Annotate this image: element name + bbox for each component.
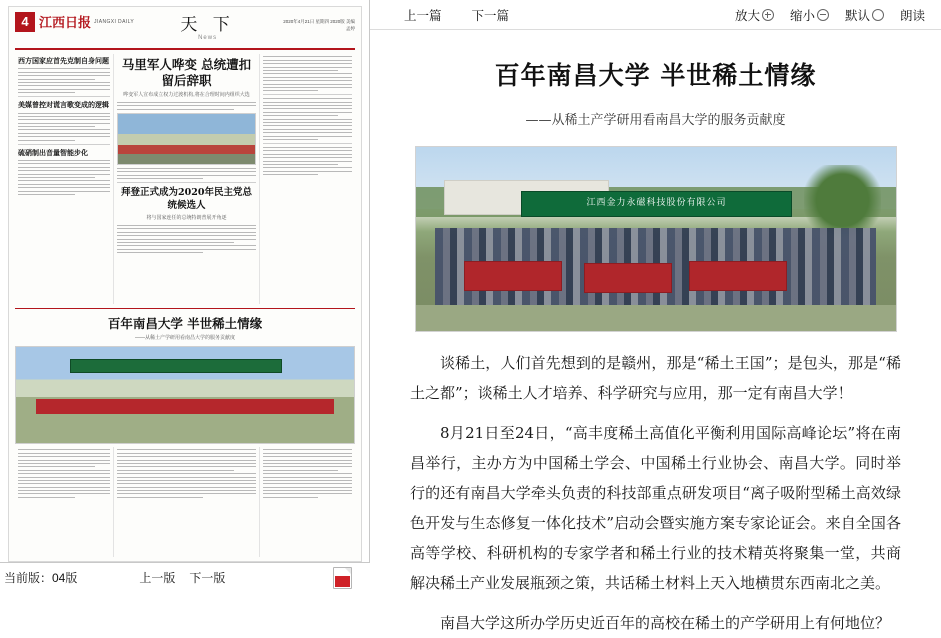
body-lines bbox=[117, 225, 256, 253]
section-title-cn: 天 下 bbox=[180, 15, 235, 35]
prev-article-button[interactable]: 上一篇 bbox=[404, 8, 442, 23]
article-content bbox=[370, 30, 941, 632]
divider bbox=[18, 96, 110, 97]
body-lines bbox=[18, 449, 110, 497]
next-article-button[interactable]: 下一篇 bbox=[471, 8, 510, 23]
photo-red-banner-center bbox=[584, 263, 672, 293]
body-lines bbox=[117, 449, 256, 497]
body-lines bbox=[18, 68, 110, 93]
newspaper-dateline: 2020年4月21日 星期四 2020版 美编 孟婷 bbox=[283, 19, 355, 31]
default-zoom-label: 默认 bbox=[844, 8, 870, 23]
body-lines bbox=[117, 168, 256, 179]
article-photo bbox=[415, 146, 897, 332]
headline-a1[interactable]: 西方国家应首先克制自身问题 bbox=[18, 56, 109, 65]
newspaper-masthead bbox=[15, 12, 355, 50]
newspaper-page-content bbox=[15, 12, 355, 556]
body-lines bbox=[263, 56, 352, 91]
next-page-button[interactable]: 下一版 bbox=[189, 571, 226, 585]
newspaper-logo-cn: 江西日报 bbox=[39, 16, 92, 31]
photo-ground bbox=[416, 305, 896, 331]
zoom-in-label: 放大 bbox=[734, 8, 760, 23]
newspaper-footer-bar bbox=[0, 562, 370, 592]
photo-red-banner-right bbox=[689, 261, 787, 291]
divider bbox=[263, 143, 352, 144]
newspaper-page[interactable] bbox=[8, 6, 362, 562]
article-body bbox=[410, 348, 901, 638]
body-lines bbox=[18, 113, 110, 141]
headline-b1[interactable]: 马里军人哗变 总统遭扣留后辞职 bbox=[121, 57, 252, 88]
circle-icon bbox=[872, 9, 884, 21]
feature-photo bbox=[15, 346, 355, 444]
section-title-en: News bbox=[198, 35, 218, 41]
pdf-icon[interactable] bbox=[333, 567, 352, 589]
headline-b2-subtitle: 将与国家连任的总统特朗普展开角逐 bbox=[146, 214, 227, 221]
newspaper-preview-pane bbox=[0, 0, 370, 592]
newspaper-logo-en: JIANGXI DAILY bbox=[94, 18, 135, 25]
photo-company-sign: 江西金力永磁科技股份有限公司 bbox=[521, 191, 792, 217]
feature-subtitle: ——从稀土产学研用看南昌大学的服务贡献度 bbox=[134, 335, 235, 341]
plus-circle-icon bbox=[762, 9, 774, 21]
headline-b1-subtitle: 哗变军人宣布成立权力过渡机构,将在合理时间内组织大选 bbox=[123, 92, 250, 98]
zoom-in-button[interactable] bbox=[735, 6, 774, 24]
newspaper-feature-article[interactable] bbox=[15, 308, 355, 557]
newspaper-section bbox=[134, 10, 281, 41]
feature-column-1 bbox=[15, 447, 113, 557]
newspaper-logo bbox=[39, 12, 134, 31]
newspaper-column-left bbox=[15, 54, 113, 304]
body-lines bbox=[263, 449, 352, 497]
newspaper-thumbnail-photo bbox=[117, 113, 256, 165]
article-title: 百年南昌大学 半世稀土情缘 bbox=[494, 61, 817, 90]
divider bbox=[117, 182, 256, 183]
default-zoom-button[interactable] bbox=[845, 6, 884, 24]
newspaper-columns bbox=[15, 54, 355, 304]
photo-red-banner-left bbox=[464, 261, 562, 291]
article-pane bbox=[370, 0, 941, 632]
zoom-out-label: 缩小 bbox=[789, 8, 815, 23]
feature-column-3 bbox=[259, 447, 355, 557]
divider bbox=[263, 94, 352, 95]
newspaper-column-center bbox=[113, 54, 259, 304]
headline-a2[interactable]: 美媒曾控对谎言歌变成的逻辑 bbox=[18, 100, 109, 110]
headline-b2[interactable]: 拜登正式成为2020年民主党总统候选人 bbox=[121, 186, 252, 211]
edition-nav bbox=[139, 569, 225, 586]
feature-column-2 bbox=[113, 447, 259, 557]
toolbar-left-group bbox=[404, 6, 509, 24]
feature-columns bbox=[15, 447, 355, 557]
current-edition-label: 当前版：04版 bbox=[4, 571, 78, 585]
body-lines bbox=[263, 147, 352, 175]
article-paragraph: 谈稀土，人们首先想到的是赣州，那是“稀土王国”；是包头，那是“稀土之都”；谈稀土人才培养、科学研究与应用，那一定有南昌大学！ bbox=[410, 353, 901, 402]
article-toolbar bbox=[370, 0, 941, 30]
toolbar-right-group bbox=[735, 6, 925, 24]
article-subtitle: ——从稀土产学研用看南昌大学的服务贡献度 bbox=[525, 112, 786, 128]
page-number-badge: 4 bbox=[15, 12, 35, 32]
photo-red-banner bbox=[36, 399, 333, 414]
minus-circle-icon bbox=[817, 9, 829, 21]
body-lines bbox=[117, 102, 256, 110]
prev-page-button[interactable]: 上一版 bbox=[139, 571, 176, 585]
photo-signboard bbox=[70, 359, 282, 373]
headline-a3[interactable]: 硫硝制出音量智能步化 bbox=[18, 147, 88, 157]
article-paragraph: 南昌大学这所办学历史近百年的高校在稀土的产学研用上有何地位？ bbox=[440, 613, 891, 632]
divider bbox=[18, 144, 110, 145]
article-paragraph: 8月21日至24日，“高丰度稀土高值化平衡利用国际高峰论坛”将在南昌举行，主办方为中国稀土学会、中国稀土行业协会、南昌大学。同时举行的还有南昌大学牵头负责的科技部重点研发项目“离子吸附型稀土高效绿色开发与生态修复一体化技术”启动会暨实施方案专家论证会。来自全国各高等学校、科研机构的专家学者和稀土行业的技术精英将聚集一堂，共商解决稀土产业发展瓶颈之策，共话稀土材料上天入地横贯东西南北之美。 bbox=[410, 423, 901, 592]
zoom-out-button[interactable] bbox=[790, 6, 829, 24]
feature-title[interactable]: 百年南昌大学 半世稀土情缘 bbox=[107, 316, 263, 331]
read-aloud-button[interactable]: 朗读 bbox=[899, 8, 925, 23]
body-lines bbox=[263, 98, 352, 140]
body-lines bbox=[18, 160, 110, 195]
newspaper-column-right bbox=[259, 54, 355, 304]
